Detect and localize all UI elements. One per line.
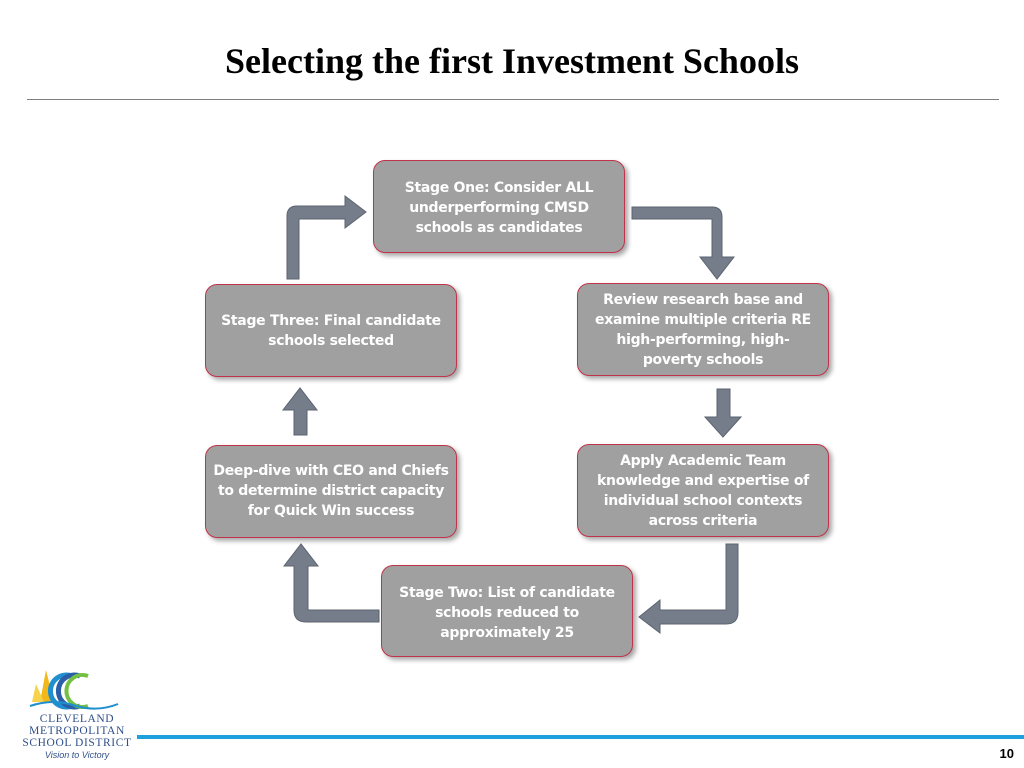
arrow-up-icon [283,388,317,435]
page-number: 10 [999,746,1014,761]
stage-two-box: Stage Two: List of candidate schools reduced to approximately 25 [381,565,633,657]
stage-three-box: Stage Three: Final candidate schools selected [205,284,457,377]
logo-text-line1: CLEVELAND [39,713,115,725]
logo-mark-icon [14,662,140,714]
slide-title: Selecting the first Investment Schools [225,41,799,81]
title-divider [27,99,999,100]
deep-dive-box: Deep-dive with CEO and Chiefs to determine district capacity for Quick Win success [205,445,457,538]
cmsd-logo [14,662,132,762]
footer-bar [137,735,1024,739]
bent-arrow-up-right-icon [287,196,366,279]
logo-text-line3: SCHOOL DISTRICT [22,737,132,749]
stage-one-box: Stage One: Consider ALL underperforming CMSD schools as candidates [373,160,625,253]
bent-arrow-left-up-icon [284,544,379,622]
logo-tagline: Vision to Victory [44,750,110,760]
logo-text-line2: METROPOLITAN [29,725,125,737]
bent-arrow-right-down-icon [632,207,734,279]
bent-arrow-down-left-icon [639,544,738,633]
apply-academic-team-box: Apply Academic Team knowledge and expertise of individual school contexts across criteria [577,444,829,537]
review-research-box: Review research base and examine multiple criteria RE high-performing, high-poverty schools [577,283,829,376]
arrow-down-icon [705,389,741,437]
